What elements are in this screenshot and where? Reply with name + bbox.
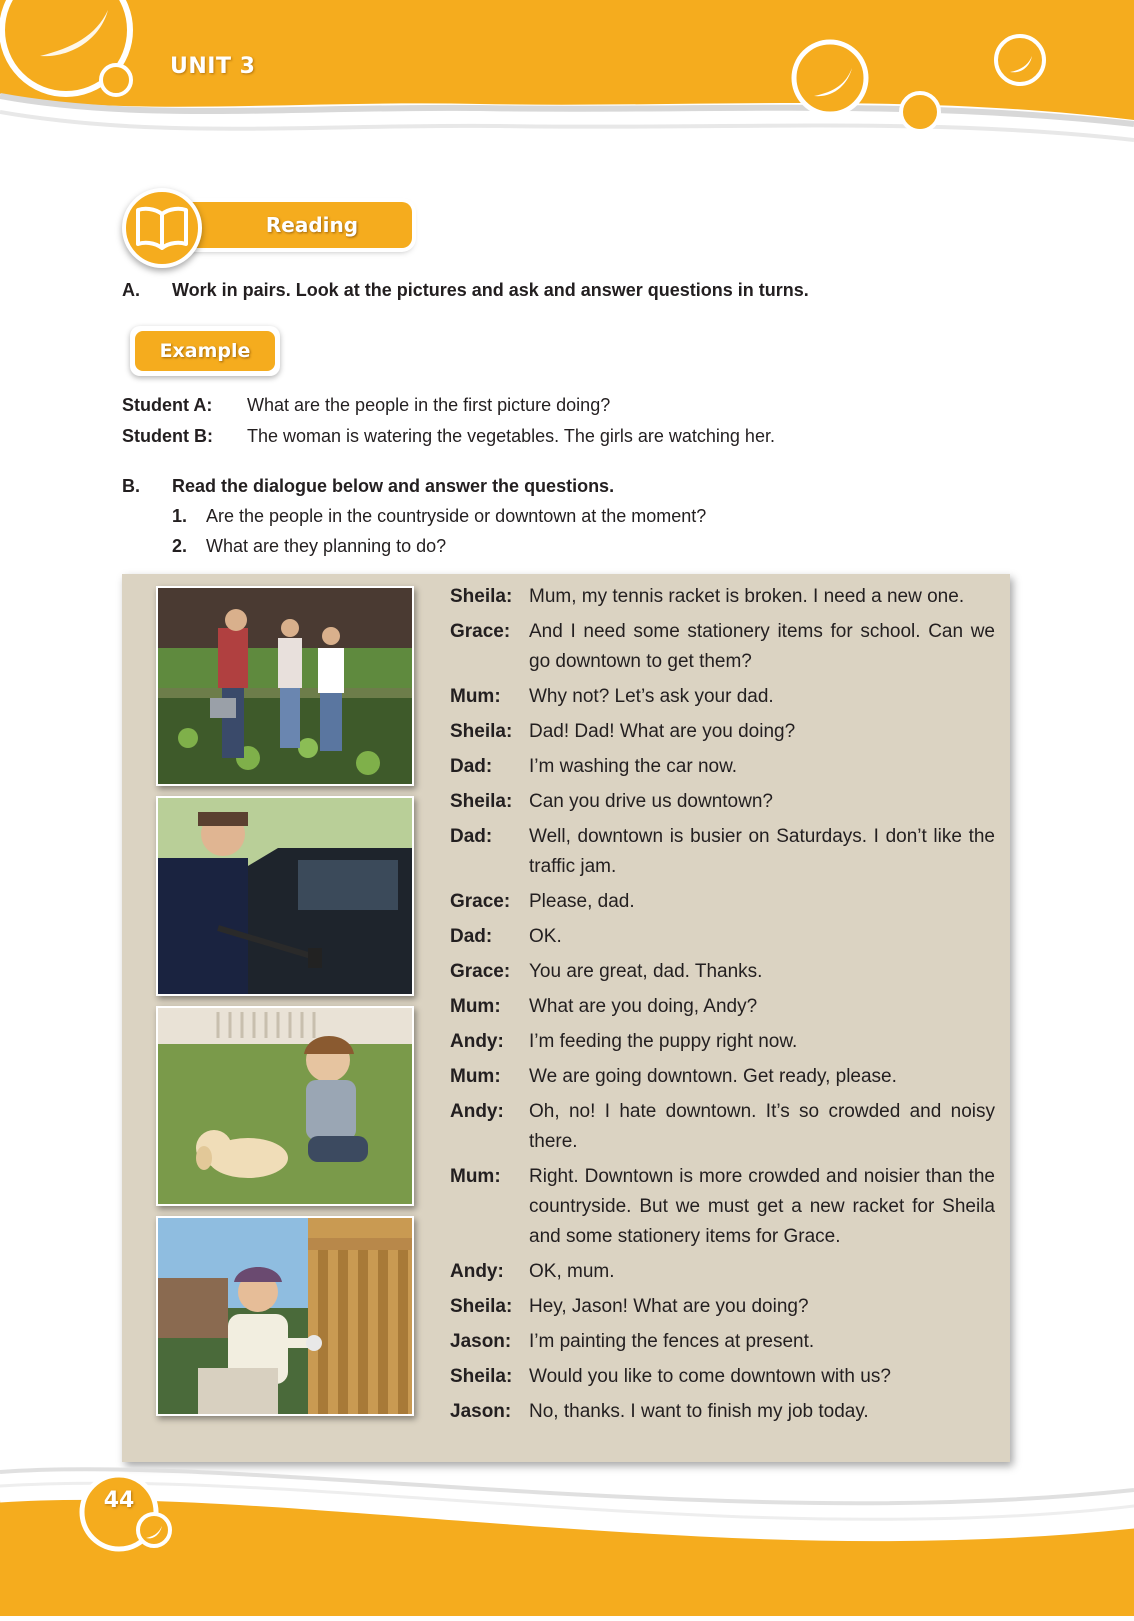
dialogue-speaker: Mum: — [450, 1166, 501, 1187]
dialogue-lines — [450, 582, 995, 1432]
example-line-b — [122, 426, 775, 447]
dialogue-text: OK, mum. — [529, 1261, 615, 1282]
section-icon-circle — [122, 188, 202, 268]
example-speaker: Student A: — [122, 395, 213, 415]
dialogue-speaker: Sheila: — [450, 791, 513, 812]
car-washing-photo — [156, 796, 414, 996]
dialogue-line — [450, 1162, 995, 1252]
dialogue-line — [450, 957, 995, 987]
dialogue-line — [450, 1327, 995, 1357]
dialogue-speaker: Mum: — [450, 996, 501, 1017]
task-a-letter: A. — [122, 280, 140, 300]
dialogue-line — [450, 752, 995, 782]
dialogue-line — [450, 1257, 995, 1287]
dialogue-text: Please, dad. — [529, 891, 635, 912]
dialogue-text: We are going downtown. Get ready, please. — [529, 1066, 897, 1087]
dialogue-line — [450, 682, 995, 712]
dialogue-speaker: Jason: — [450, 1401, 512, 1422]
dialogue-line — [450, 1097, 995, 1157]
section-title-bar — [172, 202, 412, 248]
dialogue-text: Dad! Dad! What are you doing? — [529, 721, 796, 742]
dialogue-text: I’m feeding the puppy right now. — [529, 1031, 798, 1052]
task-b-text: Read the dialogue below and answer the questions. — [172, 476, 615, 496]
fence-painting-photo — [156, 1216, 414, 1416]
header-wave-graphic — [0, 0, 1134, 175]
dialogue-speaker: Grace: — [450, 891, 511, 912]
dialogue-text: Why not? Let’s ask your dad. — [529, 686, 774, 707]
example-badge-label: Example — [135, 331, 275, 371]
dialogue-line — [450, 1292, 995, 1322]
dialogue-text: Can you drive us downtown? — [529, 791, 773, 812]
dialogue-text: Well, downtown is busier on Saturdays. I don’t like the traffic jam. — [529, 826, 995, 877]
dialogue-line — [450, 1362, 995, 1392]
dialogue-text: And I need some stationery items for school. Can we go downtown to get them? — [529, 621, 995, 672]
garden-watering-photo — [156, 586, 414, 786]
dialogue-speaker: Sheila: — [450, 721, 513, 742]
dialogue-line — [450, 717, 995, 747]
dialogue-speaker: Dad: — [450, 926, 493, 947]
puppy-feeding-photo — [156, 1006, 414, 1206]
dialogue-speaker: Dad: — [450, 756, 493, 777]
example-speaker: Student B: — [122, 426, 213, 446]
task-b-letter: B. — [122, 476, 140, 496]
dialogue-line — [450, 922, 995, 952]
dialogue-line — [450, 617, 995, 677]
example-line-a — [122, 395, 610, 416]
dialogue-line — [450, 1062, 995, 1092]
unit-title: UNIT 3 — [170, 54, 256, 79]
dialogue-text: Hey, Jason! What are you doing? — [529, 1296, 809, 1317]
dialogue-line — [450, 582, 995, 612]
page-footer — [0, 1460, 1134, 1616]
dialogue-text: I’m painting the fences at present. — [529, 1331, 815, 1352]
dialogue-speaker: Grace: — [450, 621, 511, 642]
task-a-instruction — [122, 280, 809, 301]
dialogue-speaker: Andy: — [450, 1101, 504, 1122]
task-a-text: Work in pairs. Look at the pictures and ask and answer questions in turns. — [172, 280, 809, 300]
dialogue-line — [450, 887, 995, 917]
example-text: The woman is watering the vegetables. The girls are watching her. — [247, 426, 775, 446]
question-item — [172, 536, 446, 557]
dialogue-speaker: Mum: — [450, 686, 501, 707]
dialogue-speaker: Mum: — [450, 1066, 501, 1087]
dialogue-text: What are you doing, Andy? — [529, 996, 758, 1017]
dialogue-line — [450, 822, 995, 882]
question-text: What are they planning to do? — [206, 536, 447, 556]
question-item — [172, 506, 706, 527]
dialogue-speaker: Andy: — [450, 1031, 504, 1052]
dialogue-line — [450, 992, 995, 1022]
dialogue-line — [450, 1027, 995, 1057]
section-title: Reading — [265, 213, 359, 237]
dialogue-text: OK. — [529, 926, 562, 947]
question-number: 2. — [172, 536, 188, 556]
dialogue-text: No, thanks. I want to finish my job today. — [529, 1401, 869, 1422]
page-number: 44 — [103, 1488, 135, 1513]
question-number: 1. — [172, 506, 188, 526]
dialogue-speaker: Andy: — [450, 1261, 504, 1282]
dialogue-text: Right. Downtown is more crowded and noisier than the countryside. But we must get a new racket for Sheila and some stationery items for Grace. — [529, 1166, 995, 1247]
dialogue-text: You are great, dad. Thanks. — [529, 961, 763, 982]
dialogue-line — [450, 1397, 995, 1427]
task-b-instruction — [122, 476, 614, 497]
reading-section-banner — [122, 188, 422, 268]
dialogue-panel — [122, 574, 1010, 1462]
example-badge — [130, 326, 280, 376]
dialogue-speaker: Jason: — [450, 1331, 512, 1352]
dialogue-speaker: Dad: — [450, 826, 493, 847]
dialogue-line — [450, 787, 995, 817]
dialogue-speaker: Sheila: — [450, 1296, 513, 1317]
question-text: Are the people in the countryside or downtown at the moment? — [206, 506, 707, 526]
example-text: What are the people in the first picture doing? — [247, 395, 611, 415]
dialogue-speaker: Sheila: — [450, 586, 513, 607]
dialogue-text: Would you like to come downtown with us? — [529, 1366, 891, 1387]
dialogue-speaker: Sheila: — [450, 1366, 513, 1387]
page-header — [0, 0, 1134, 175]
dialogue-speaker: Grace: — [450, 961, 511, 982]
dialogue-text: I’m washing the car now. — [529, 756, 738, 777]
dialogue-text: Mum, my tennis racket is broken. I need a new one. — [529, 586, 965, 607]
open-book-icon — [136, 206, 188, 250]
dialogue-text: Oh, no! I hate downtown. It’s so crowded and noisy there. — [529, 1101, 995, 1152]
footer-wave-graphic — [0, 1460, 1134, 1616]
